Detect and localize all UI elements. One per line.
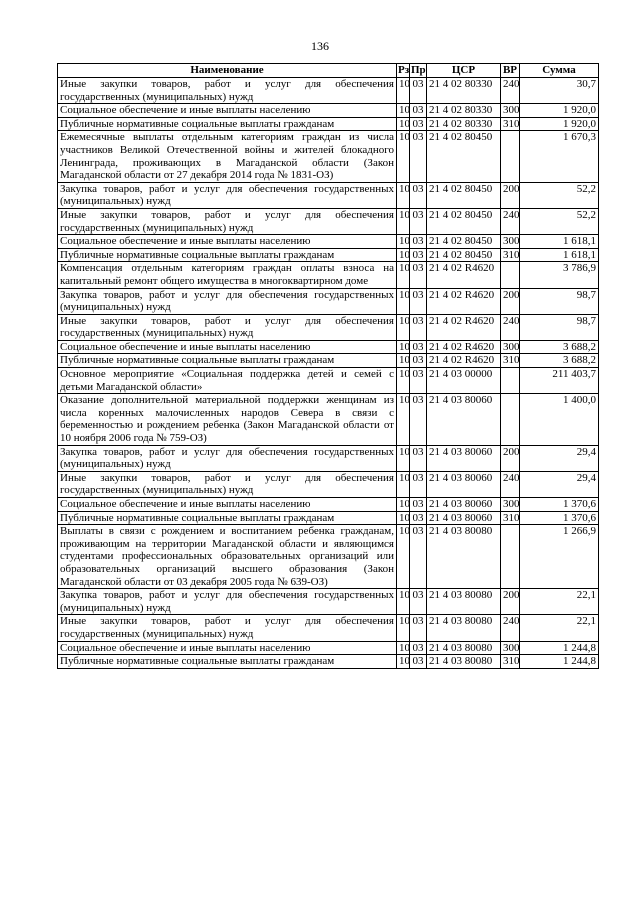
table-row bbox=[58, 471, 599, 497]
row-rz: 10 bbox=[397, 354, 410, 368]
row-vr: 240 bbox=[501, 78, 520, 104]
row-pr: 03 bbox=[410, 104, 427, 118]
row-name: Иные закупки товаров, работ и услуг для обеспечения государственных (муниципальных) нужд bbox=[58, 208, 397, 234]
row-rz: 10 bbox=[397, 445, 410, 471]
row-csr: 21 4 03 80060 bbox=[427, 511, 501, 525]
row-vr: 300 bbox=[501, 104, 520, 118]
row-csr: 21 4 02 80330 bbox=[427, 117, 501, 131]
row-pr: 03 bbox=[410, 641, 427, 655]
row-vr: 240 bbox=[501, 471, 520, 497]
header-name: Наименование bbox=[58, 64, 397, 78]
row-pr: 03 bbox=[410, 131, 427, 182]
row-sum: 3 688,2 bbox=[520, 340, 599, 354]
row-csr: 21 4 02 80450 bbox=[427, 182, 501, 208]
header-sum: Сумма bbox=[520, 64, 599, 78]
table-row bbox=[58, 182, 599, 208]
table-row bbox=[58, 525, 599, 589]
row-rz: 10 bbox=[397, 615, 410, 641]
row-sum: 211 403,7 bbox=[520, 368, 599, 394]
row-csr: 21 4 02 80450 bbox=[427, 208, 501, 234]
table-row bbox=[58, 288, 599, 314]
row-pr: 03 bbox=[410, 655, 427, 669]
row-pr: 03 bbox=[410, 78, 427, 104]
row-pr: 03 bbox=[410, 182, 427, 208]
row-csr: 21 4 03 00000 bbox=[427, 368, 501, 394]
row-sum: 22,1 bbox=[520, 589, 599, 615]
row-rz: 10 bbox=[397, 262, 410, 288]
row-sum: 1 920,0 bbox=[520, 117, 599, 131]
table-row bbox=[58, 589, 599, 615]
row-csr: 21 4 03 80060 bbox=[427, 445, 501, 471]
row-name: Закупка товаров, работ и услуг для обеспечения государственных (муниципальных) нужд bbox=[58, 182, 397, 208]
row-pr: 03 bbox=[410, 314, 427, 340]
table-row bbox=[58, 498, 599, 512]
row-rz: 10 bbox=[397, 340, 410, 354]
row-vr: 200 bbox=[501, 182, 520, 208]
row-vr bbox=[501, 525, 520, 589]
row-csr: 21 4 03 80060 bbox=[427, 394, 501, 445]
row-csr: 21 4 02 80330 bbox=[427, 78, 501, 104]
row-rz: 10 bbox=[397, 511, 410, 525]
row-sum: 1 618,1 bbox=[520, 248, 599, 262]
row-rz: 10 bbox=[397, 182, 410, 208]
row-pr: 03 bbox=[410, 445, 427, 471]
row-name: Публичные нормативные социальные выплаты гражданам bbox=[58, 248, 397, 262]
row-name: Закупка товаров, работ и услуг для обеспечения государственных (муниципальных) нужд bbox=[58, 445, 397, 471]
row-name: Выплаты в связи с рождением и воспитанием ребенка гражданам, проживающим на территории Магаданской области и являющимся студентами профессиональных образовательных организаций или образовательных организаций высшего образования (Закон Магаданской области от 03 декабря 2005 года № 639-ОЗ) bbox=[58, 525, 397, 589]
row-name: Закупка товаров, работ и услуг для обеспечения государственных (муниципальных) нужд bbox=[58, 288, 397, 314]
table-row bbox=[58, 394, 599, 445]
row-rz: 10 bbox=[397, 248, 410, 262]
table-row bbox=[58, 248, 599, 262]
row-sum: 98,7 bbox=[520, 288, 599, 314]
row-rz: 10 bbox=[397, 589, 410, 615]
row-name: Иные закупки товаров, работ и услуг для обеспечения государственных (муниципальных) нужд bbox=[58, 78, 397, 104]
row-pr: 03 bbox=[410, 117, 427, 131]
row-csr: 21 4 03 80080 bbox=[427, 525, 501, 589]
row-vr: 310 bbox=[501, 248, 520, 262]
row-vr: 310 bbox=[501, 354, 520, 368]
row-vr: 240 bbox=[501, 208, 520, 234]
row-vr: 300 bbox=[501, 641, 520, 655]
table-row bbox=[58, 615, 599, 641]
row-pr: 03 bbox=[410, 615, 427, 641]
row-name: Основное мероприятие «Социальная поддержка детей и семей с детьми Магаданской области» bbox=[58, 368, 397, 394]
row-sum: 1 920,0 bbox=[520, 104, 599, 118]
row-pr: 03 bbox=[410, 511, 427, 525]
row-sum: 1 400,0 bbox=[520, 394, 599, 445]
row-csr: 21 4 02 80450 bbox=[427, 131, 501, 182]
row-rz: 10 bbox=[397, 498, 410, 512]
row-name: Публичные нормативные социальные выплаты гражданам bbox=[58, 354, 397, 368]
row-name: Иные закупки товаров, работ и услуг для обеспечения государственных (муниципальных) нужд bbox=[58, 314, 397, 340]
row-vr: 240 bbox=[501, 314, 520, 340]
row-pr: 03 bbox=[410, 262, 427, 288]
budget-table bbox=[57, 63, 599, 669]
row-csr: 21 4 03 80080 bbox=[427, 655, 501, 669]
row-csr: 21 4 02 R4620 bbox=[427, 314, 501, 340]
row-vr: 200 bbox=[501, 589, 520, 615]
row-vr: 300 bbox=[501, 235, 520, 249]
row-sum: 29,4 bbox=[520, 445, 599, 471]
row-csr: 21 4 02 R4620 bbox=[427, 262, 501, 288]
row-pr: 03 bbox=[410, 589, 427, 615]
row-name: Иные закупки товаров, работ и услуг для обеспечения государственных (муниципальных) нужд bbox=[58, 471, 397, 497]
row-pr: 03 bbox=[410, 525, 427, 589]
row-vr bbox=[501, 262, 520, 288]
row-name: Социальное обеспечение и иные выплаты населению bbox=[58, 641, 397, 655]
table-body bbox=[58, 78, 599, 669]
table-row bbox=[58, 262, 599, 288]
header-csr: ЦСР bbox=[427, 64, 501, 78]
row-rz: 10 bbox=[397, 117, 410, 131]
row-sum: 1 244,8 bbox=[520, 641, 599, 655]
row-sum: 1 670,3 bbox=[520, 131, 599, 182]
row-rz: 10 bbox=[397, 78, 410, 104]
row-rz: 10 bbox=[397, 655, 410, 669]
row-sum: 30,7 bbox=[520, 78, 599, 104]
row-rz: 10 bbox=[397, 394, 410, 445]
row-vr: 200 bbox=[501, 288, 520, 314]
row-csr: 21 4 03 80080 bbox=[427, 589, 501, 615]
row-sum: 98,7 bbox=[520, 314, 599, 340]
row-csr: 21 4 02 R4620 bbox=[427, 340, 501, 354]
table-row bbox=[58, 445, 599, 471]
row-vr: 310 bbox=[501, 117, 520, 131]
row-rz: 10 bbox=[397, 525, 410, 589]
row-sum: 1 370,6 bbox=[520, 498, 599, 512]
row-name: Оказание дополнительной материальной поддержки женщинам из числа коренных малочисленных народов Севера в связи с беременностью и рождением ребенка (Закон Магаданской области от 10 ноября 2006 года № 759-ОЗ) bbox=[58, 394, 397, 445]
table-row bbox=[58, 131, 599, 182]
table-row bbox=[58, 655, 599, 669]
row-sum: 3 688,2 bbox=[520, 354, 599, 368]
row-name: Публичные нормативные социальные выплаты гражданам bbox=[58, 511, 397, 525]
row-pr: 03 bbox=[410, 288, 427, 314]
row-rz: 10 bbox=[397, 131, 410, 182]
row-name: Социальное обеспечение и иные выплаты населению bbox=[58, 235, 397, 249]
row-csr: 21 4 03 80080 bbox=[427, 615, 501, 641]
row-name: Публичные нормативные социальные выплаты гражданам bbox=[58, 655, 397, 669]
row-rz: 10 bbox=[397, 314, 410, 340]
row-csr: 21 4 03 80060 bbox=[427, 498, 501, 512]
table-row bbox=[58, 368, 599, 394]
header-pr: Пр bbox=[411, 64, 426, 76]
row-pr: 03 bbox=[410, 208, 427, 234]
row-rz: 10 bbox=[397, 471, 410, 497]
row-name: Ежемесячные выплаты отдельным категориям граждан из числа участников Великой Отечественной войны и жителей блокадного Ленинграда, проживающих в Магаданской области (Закон Магаданской области от 27 декабря 2014 года № 1831-ОЗ) bbox=[58, 131, 397, 182]
table-row bbox=[58, 314, 599, 340]
row-vr: 310 bbox=[501, 655, 520, 669]
row-name: Иные закупки товаров, работ и услуг для обеспечения государственных (муниципальных) нужд bbox=[58, 615, 397, 641]
row-sum: 52,2 bbox=[520, 208, 599, 234]
table-header-row bbox=[58, 64, 599, 78]
row-csr: 21 4 02 80450 bbox=[427, 248, 501, 262]
row-sum: 1 266,9 bbox=[520, 525, 599, 589]
row-sum: 1 370,6 bbox=[520, 511, 599, 525]
row-csr: 21 4 02 R4620 bbox=[427, 288, 501, 314]
row-rz: 10 bbox=[397, 641, 410, 655]
table-row bbox=[58, 104, 599, 118]
row-vr: 310 bbox=[501, 511, 520, 525]
row-sum: 29,4 bbox=[520, 471, 599, 497]
row-name: Социальное обеспечение и иные выплаты населению bbox=[58, 340, 397, 354]
row-vr bbox=[501, 394, 520, 445]
table-row bbox=[58, 340, 599, 354]
row-vr bbox=[501, 368, 520, 394]
row-sum: 1 244,8 bbox=[520, 655, 599, 669]
row-csr: 21 4 02 R4620 bbox=[427, 354, 501, 368]
table-row bbox=[58, 235, 599, 249]
row-rz: 10 bbox=[397, 208, 410, 234]
table-row bbox=[58, 354, 599, 368]
row-name: Публичные нормативные социальные выплаты гражданам bbox=[58, 117, 397, 131]
row-rz: 10 bbox=[397, 104, 410, 118]
row-name: Компенсация отдельным категориям граждан оплаты взноса на капитальный ремонт общего имущества в многоквартирном доме bbox=[58, 262, 397, 288]
row-vr: 240 bbox=[501, 615, 520, 641]
row-name: Социальное обеспечение и иные выплаты населению bbox=[58, 498, 397, 512]
row-sum: 22,1 bbox=[520, 615, 599, 641]
header-vr: ВР bbox=[501, 64, 520, 78]
row-pr: 03 bbox=[410, 368, 427, 394]
row-vr: 300 bbox=[501, 498, 520, 512]
row-pr: 03 bbox=[410, 248, 427, 262]
row-sum: 52,2 bbox=[520, 182, 599, 208]
row-pr: 03 bbox=[410, 471, 427, 497]
row-rz: 10 bbox=[397, 368, 410, 394]
table-row bbox=[58, 511, 599, 525]
table-row bbox=[58, 641, 599, 655]
row-name: Социальное обеспечение и иные выплаты населению bbox=[58, 104, 397, 118]
page-number: 136 bbox=[311, 39, 329, 53]
row-csr: 21 4 03 80080 bbox=[427, 641, 501, 655]
row-sum: 1 618,1 bbox=[520, 235, 599, 249]
row-csr: 21 4 02 80450 bbox=[427, 235, 501, 249]
row-rz: 10 bbox=[397, 288, 410, 314]
row-vr bbox=[501, 131, 520, 182]
row-csr: 21 4 02 80330 bbox=[427, 104, 501, 118]
row-pr: 03 bbox=[410, 354, 427, 368]
row-pr: 03 bbox=[410, 498, 427, 512]
row-vr: 300 bbox=[501, 340, 520, 354]
row-name: Закупка товаров, работ и услуг для обеспечения государственных (муниципальных) нужд bbox=[58, 589, 397, 615]
row-sum: 3 786,9 bbox=[520, 262, 599, 288]
header-rz: Рз bbox=[398, 64, 410, 76]
table-row bbox=[58, 78, 599, 104]
row-pr: 03 bbox=[410, 394, 427, 445]
row-vr: 200 bbox=[501, 445, 520, 471]
table-row bbox=[58, 117, 599, 131]
row-pr: 03 bbox=[410, 235, 427, 249]
row-csr: 21 4 03 80060 bbox=[427, 471, 501, 497]
row-pr: 03 bbox=[410, 340, 427, 354]
row-rz: 10 bbox=[397, 235, 410, 249]
table-row bbox=[58, 208, 599, 234]
